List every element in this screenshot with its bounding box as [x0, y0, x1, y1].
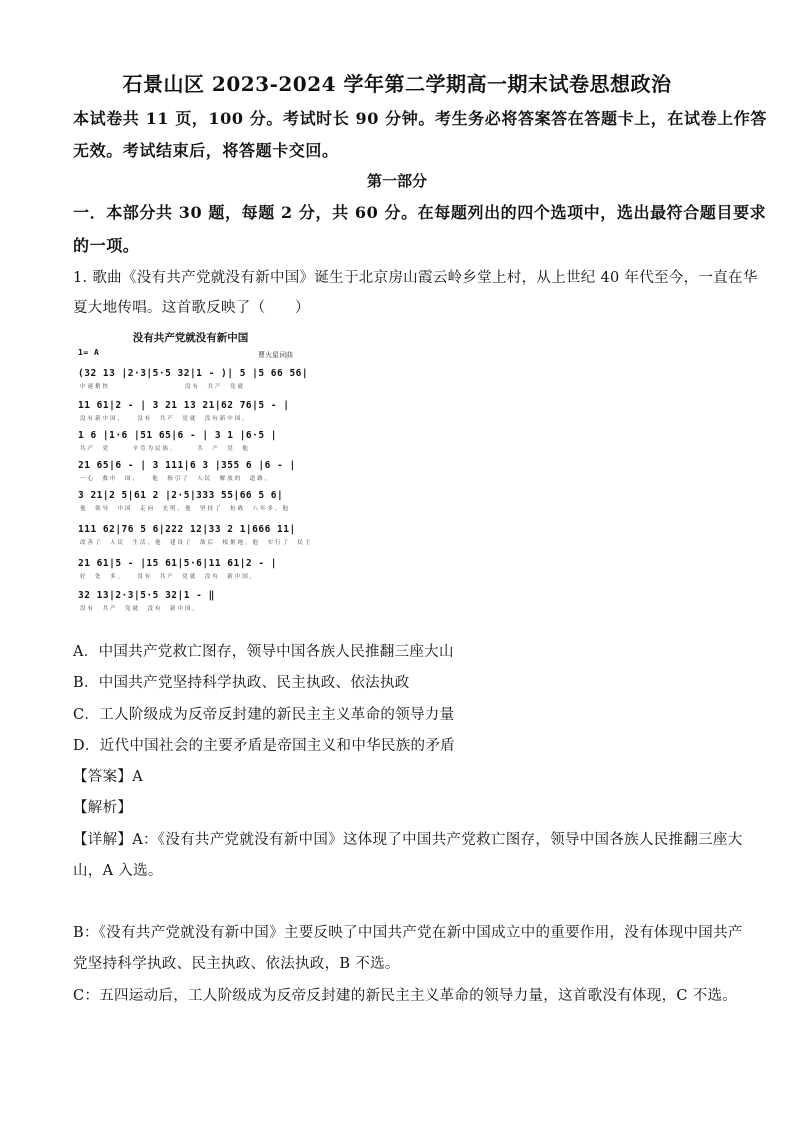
score-title: 没有共产党就没有新中国: [132, 332, 249, 344]
score-row: 111 62|76 5 6|222 12|33 2 1|666 11|: [78, 524, 296, 535]
score-key: 1= A: [78, 348, 100, 357]
section-instruction-line-1: 一．本部分共 30 题，每题 2 分，共 60 分。在每题列出的四个选项中，选出最符合题目要求: [73, 203, 767, 222]
intro-line-2: 无效。考试结束后，将答题卡交回。: [73, 141, 339, 160]
question-stem-line-2: 夏大地传唱。这首歌反映了（ ）: [73, 300, 310, 316]
score-lyric: 共产 党 辛劳为民族， 共 产 党 他: [80, 446, 250, 452]
score-row: 11 61|2 - | 3 21 13 21|62 76|5 - |: [78, 400, 290, 411]
score-row: (32 13 |2·3|5·5 32|1 - )| 5 |5 66 56|: [78, 368, 309, 379]
intro-line-1: 本试卷共 11 页，100 分。考试时长 90 分钟。考生务必将答案答在答题卡上，在试卷上作答: [73, 109, 767, 128]
score-lyric: 没有 共产 党就 没有 新中国。: [80, 606, 201, 612]
option-a: A．中国共产党救亡图存，领导中国各族人民推翻三座大山: [73, 644, 454, 660]
score-composer: 曹火星词曲: [258, 351, 293, 359]
detail-line-2: 山，A 入选。: [73, 863, 163, 879]
explanation-b-line-1: B：《没有共产党就没有新中国》主要反映了中国共产党在新中国成立中的重要作用，没有体现中国共产: [73, 925, 743, 941]
option-d: D．近代中国社会的主要矛盾是帝国主义和中华民族的矛盾: [73, 738, 455, 754]
score-row: 1 6 |1·6 |51 65|6 - | 3 1 |6·5 |: [78, 430, 278, 441]
score-lyric: 没有新中国， 没有 共产 党就 没有新中国。: [80, 416, 250, 422]
score-lyric: 中速稍快 没有 共产 党就: [80, 384, 246, 390]
detail-line-1: 【详解】A：《没有共产党就没有新中国》这体现了中国共产党救亡图存，领导中国各族人民推翻三座大: [73, 832, 743, 848]
explanation-c-line-1: C：五四运动后，工人阶级成为反帝反封建的新民主主义革命的领导力量，这首歌没有体现，C 不选。: [73, 988, 738, 1004]
score-row: 3 21|2 5|61 2 |2·5|333 55|66 5 6|: [78, 490, 284, 501]
score-row: 21 65|6 - | 3 111|6 3 |355 6 |6 - |: [78, 460, 296, 471]
score-row: 32 13|2·3|5·5 32|1 - ‖: [78, 590, 215, 601]
answer-label: 【答案】A: [73, 769, 143, 785]
score-lyric: 他 领导 中国 走向 光明，他 坚持了 抗战 八年多，他: [80, 506, 291, 512]
score-row: 21 61|5 - |15 61|5·6|11 61|2 - |: [78, 558, 278, 569]
section-instruction-line-2: 的一项。: [73, 236, 140, 255]
analysis-label: 【解析】: [73, 800, 133, 816]
exam-title: 石景山区 2023-2024 学年第二学期高一期末试卷思想政治: [122, 72, 672, 96]
part-title: 第一部分: [366, 172, 427, 190]
option-b: B．中国共产党坚持科学执政、民主执政、依法执政: [73, 675, 410, 691]
score-lyric: 一心 救中 国， 他 指引了 人民 解放的 道路，: [80, 476, 273, 482]
score-lyric: 好 处 多。 没有 共产 党就 没有 新中国，: [80, 574, 258, 580]
question-stem-line-1: 1. 歌曲《没有共产党就没有新中国》诞生于北京房山霞云岭乡堂上村，从上世纪 40 年代至今，一直在华: [73, 270, 758, 286]
explanation-b-line-2: 党坚持科学执政、民主执政、依法执政，B 不选。: [73, 956, 400, 972]
option-c: C．工人阶级成为反帝反封建的新民主主义革命的领导力量: [73, 707, 455, 723]
music-score-figure: [78, 330, 313, 620]
score-lyric: 改善了 人民 生活，他 建设了 敌后 根据地，他 实行了 民主: [80, 540, 313, 546]
